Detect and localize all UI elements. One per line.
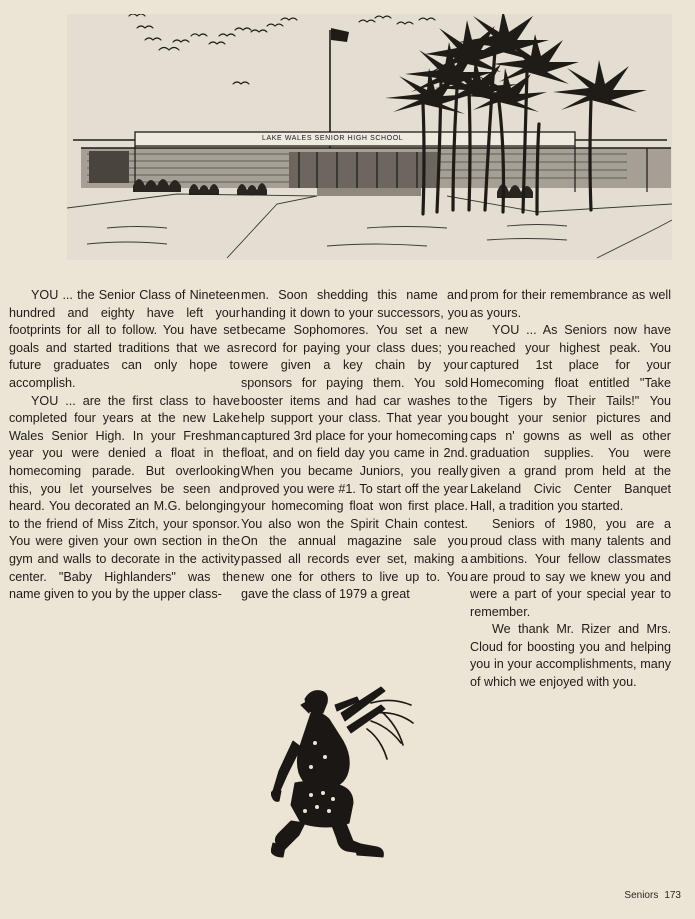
page-folio [618, 890, 681, 901]
text-column-2 [241, 287, 468, 604]
school-building-illustration [67, 14, 672, 260]
ground-lines [67, 194, 672, 258]
section-name: Seniors [624, 890, 659, 901]
paragraph: We thank Mr. Rizer and Mrs. Cloud for boosting you and helping you in your accomplishments, many of which we enjoyed with you. [470, 622, 671, 690]
school-sign-text: LAKE WALES SENIOR HIGH SCHOOL [262, 135, 404, 142]
text-column-3 [470, 287, 671, 692]
paragraph: prom for their remembrance as well as yours. [470, 288, 671, 320]
birds [129, 14, 435, 84]
paragraph: Seniors of 1980, you are a proud class with many talents and ambitions. Your fellow classmates are proud to say we knew you and were a part of your special year to remember. [470, 516, 671, 619]
page-number: 173 [664, 890, 681, 901]
paragraph: YOU ... are the first class to have completed four years at the new Lake Wales Senior High. In your Freshman year you were denied a float in the homecoming parade. But overlooking this, you let yourselves be seen and heard. You decorated an M.G. belonging to the friend of Miss Zitch, your sponsor. You were given your own section in the gym and walls to decorate in the activity center. "Baby Highlanders" was the name given to you by the upper class- [9, 393, 240, 602]
paragraph: men. Soon shedding this name and handing it down to your successors, you became Sophomores. You set a new record for paying your class dues; you were given a key chain by your sponsors for paying them. You sold booster items and had car washes to help support your class. That year you captured 3rd place for your homecoming float, and on field day you came in 2nd. When you became Juniors, you really proved you were #1. To start off the year your homecoming float won first place. You also won the Spirit Chain contest. On the annual magazine sale you passed all records ever set, making a new one for others to live up to. You gave the class of 1979 a great [241, 288, 468, 602]
paragraph: YOU ... the Senior Class of Nineteen hundred and eighty have left your footprints for all to follow. You have set goals and started traditions that we as future graduates can only hope to accomplish. [9, 288, 240, 390]
bagpiper-icon [271, 683, 423, 873]
highlander-bagpiper-mascot [271, 683, 423, 873]
text-column-1 [9, 287, 240, 604]
paragraph: YOU ... As Seniors now have reached your highest peak. You captured 1st place for your Homecoming float entitled "Take the Tigers by Their Tails!" You bought your senior pictures and caps n' gowns as well as other graduation supplies. You were given a grand prom held at the Lakeland Civic Center Banquet Hall, a tradition you started. [470, 323, 671, 514]
